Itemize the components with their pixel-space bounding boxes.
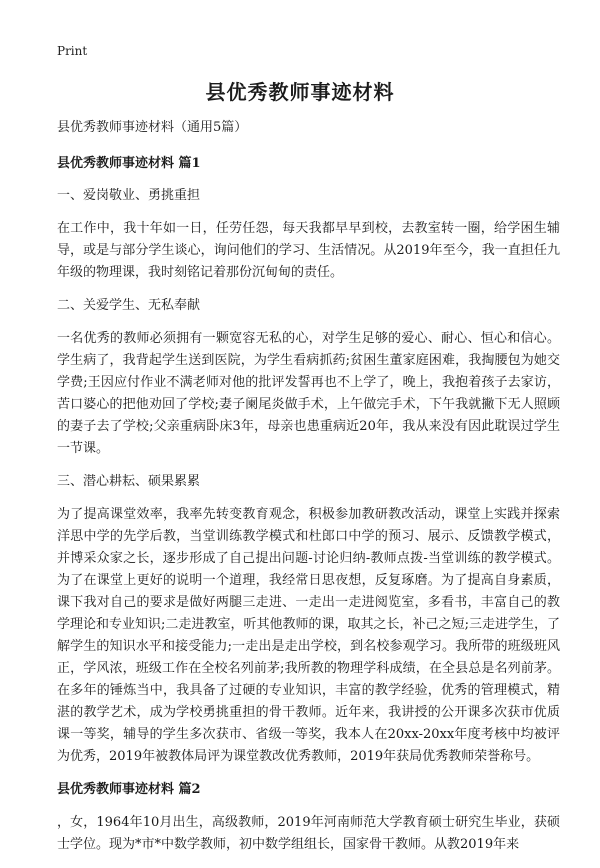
article-heading: 县优秀教师事迹材料 篇2: [57, 782, 201, 797]
page-title: 县优秀教师事迹材料: [205, 80, 395, 104]
article-paragraph: ，女，1964年10月出生，高级教师，2019年河南师范大学教育硕士研究生毕业，获硕士学位。现为*市*中数学教师，初中数学组组长，国家骨干教师。从教2019年来: [57, 815, 560, 852]
section-heading: 三、潜心耕耘、硕果累累: [57, 474, 201, 489]
section-paragraph: 为了提高课堂效率，我率先转变教育观念，积极参加教研教改活动，课堂上实践并探索洋思中学的先学后教，当堂训练教学模式和杜郎口中学的预习、展示、反馈教学模式，并博采众家之长，逐步形成了自己提出问题-讨论归纳-教师点拨-当堂训练的教学模式。为了在课堂上更好的说明一个道理，我经常日思夜想，反复琢磨。为了提高自身素质，课下我对自己的要求是做好两腿三走进、一走出一走进阅览室，多看书，丰富自己的教学理论和专业知识;二走进教室，听其他教师的课，取其之长，补己之短;三走进学生，了解学生的知识水平和接受能力;一走出是走出学校，到名校参观学习。我所带的班级班风正，学风浓，班级工作在全校名列前茅;我所教的物理学科成绩，在全县总是名列前茅。在多年的锤炼当中，我具备了过硬的专业知识，丰富的教学经验，优秀的管理模式，精湛的教学艺术，成为学校勇挑重担的骨干教师。近年来，我讲授的公开课多次获市优质课一等奖，辅导的学生多次获市、省级一等奖，我本人在20xx-20xx年度考核中均被评为优秀，2019年被教体局评为课堂教改优秀教师，2019年获局优秀教师荣誉称号。: [57, 507, 560, 764]
section-paragraph: 一名优秀的教师必须拥有一颗宽容无私的心，对学生足够的爱心、耐心、恒心和信心。学生病了，我背起学生送到医院，为学生看病抓药;贫困生董家庭困难，我掏腰包为她交学费;王因应付作业不满老师对他的批评发誓再也不上学了，晚上，我抱着孩子去家访，苦口婆心的把他劝回了学校;妻子阑尾炎做手术，上午做完手术，下午我就撇下无人照顾的妻子去了学校;父亲重病卧床3年，母亲也患重病近20年，我从来没有因此耽误过学生一节课。: [57, 331, 560, 456]
document-body: [57, 118, 560, 868]
section-heading: 一、爱岗敬业、勇挑重担: [57, 188, 201, 203]
section-heading: 二、关爱学生、无私奉献: [57, 298, 201, 313]
section-paragraph: 在工作中，我十年如一日，任劳任怨，每天我都早早到校，去教室转一圈，给学困生辅导，或是与部分学生谈心，询问他们的学习、生活情况。从2019年至今，我一直担任九年级的物理课，我时刻铭记着那份沉甸甸的责任。: [57, 221, 560, 280]
article-heading: 县优秀教师事迹材料 篇1: [57, 156, 201, 171]
print-label[interactable]: Print: [57, 44, 88, 58]
document-subtitle: 县优秀教师事迹材料（通用5篇）: [57, 120, 248, 135]
